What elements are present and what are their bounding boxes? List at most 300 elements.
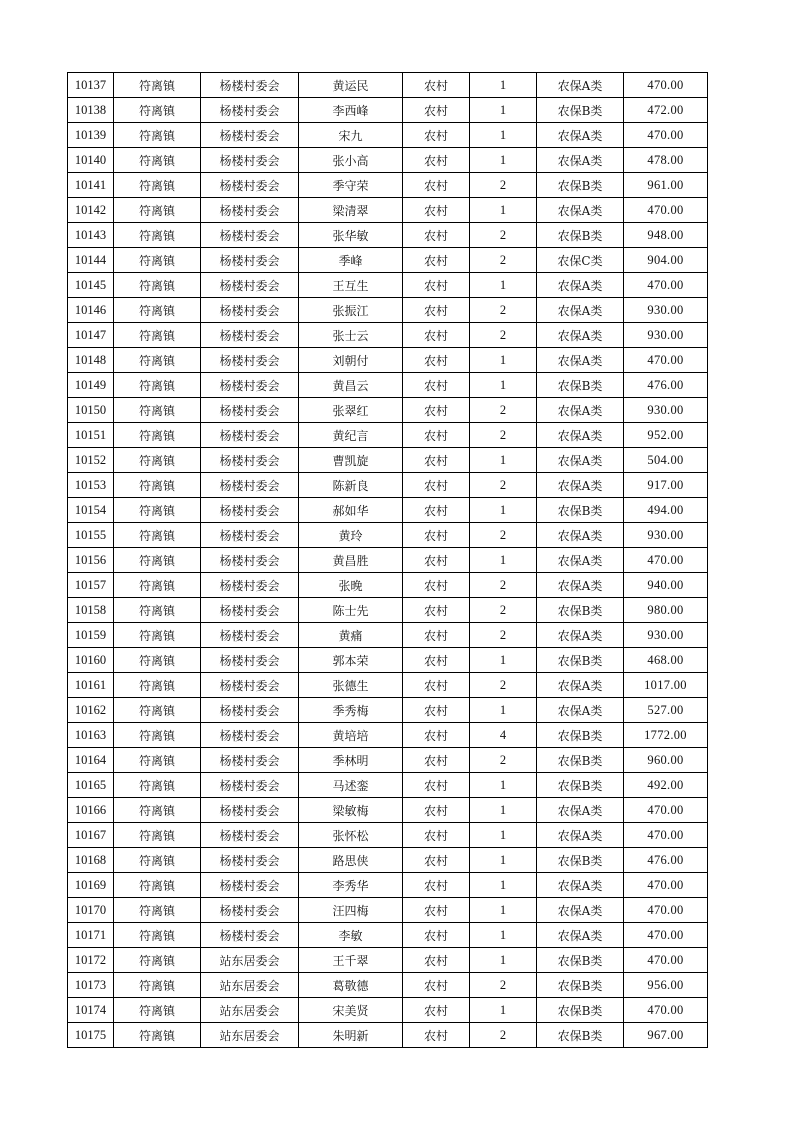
village-committee-cell: 杨楼村委会 <box>201 348 299 373</box>
record-id-cell: 10155 <box>68 523 114 548</box>
town-cell: 符离镇 <box>114 748 201 773</box>
amount-cell: 476.00 <box>624 848 708 873</box>
household-count-cell: 1 <box>470 648 537 673</box>
town-cell: 符离镇 <box>114 1023 201 1048</box>
amount-cell: 952.00 <box>624 423 708 448</box>
insurance-class-cell: 农保B类 <box>537 173 624 198</box>
town-cell: 符离镇 <box>114 698 201 723</box>
area-type-cell: 农村 <box>403 348 470 373</box>
table-row <box>68 473 708 498</box>
town-cell: 符离镇 <box>114 548 201 573</box>
town-cell: 符离镇 <box>114 248 201 273</box>
table-row <box>68 848 708 873</box>
area-type-cell: 农村 <box>403 273 470 298</box>
area-type-cell: 农村 <box>403 673 470 698</box>
insurance-class-cell: 农保A类 <box>537 323 624 348</box>
insurance-class-cell: 农保A类 <box>537 523 624 548</box>
town-cell: 符离镇 <box>114 498 201 523</box>
table-row <box>68 148 708 173</box>
town-cell: 符离镇 <box>114 573 201 598</box>
amount-cell: 980.00 <box>624 598 708 623</box>
area-type-cell: 农村 <box>403 798 470 823</box>
record-id-cell: 10164 <box>68 748 114 773</box>
village-committee-cell: 杨楼村委会 <box>201 548 299 573</box>
area-type-cell: 农村 <box>403 473 470 498</box>
amount-cell: 1772.00 <box>624 723 708 748</box>
amount-cell: 930.00 <box>624 323 708 348</box>
table-row <box>68 348 708 373</box>
amount-cell: 492.00 <box>624 773 708 798</box>
table-row <box>68 698 708 723</box>
area-type-cell: 农村 <box>403 198 470 223</box>
record-id-cell: 10161 <box>68 673 114 698</box>
table-row <box>68 798 708 823</box>
table-row <box>68 948 708 973</box>
household-count-cell: 1 <box>470 898 537 923</box>
insurance-class-cell: 农保A类 <box>537 423 624 448</box>
record-id-cell: 10154 <box>68 498 114 523</box>
household-count-cell: 1 <box>470 73 537 98</box>
name-cell: 黄纪言 <box>299 423 403 448</box>
record-id-cell: 10159 <box>68 623 114 648</box>
village-committee-cell: 杨楼村委会 <box>201 673 299 698</box>
table-row <box>68 198 708 223</box>
insurance-class-cell: 农保B类 <box>537 223 624 248</box>
record-id-cell: 10168 <box>68 848 114 873</box>
amount-cell: 470.00 <box>624 873 708 898</box>
name-cell: 宋九 <box>299 123 403 148</box>
record-id-cell: 10163 <box>68 723 114 748</box>
village-committee-cell: 杨楼村委会 <box>201 173 299 198</box>
amount-cell: 468.00 <box>624 648 708 673</box>
record-table-body <box>68 73 708 1048</box>
town-cell: 符离镇 <box>114 773 201 798</box>
table-row <box>68 723 708 748</box>
household-count-cell: 2 <box>470 1023 537 1048</box>
village-committee-cell: 杨楼村委会 <box>201 398 299 423</box>
village-committee-cell: 杨楼村委会 <box>201 123 299 148</box>
household-count-cell: 2 <box>470 423 537 448</box>
area-type-cell: 农村 <box>403 423 470 448</box>
household-count-cell: 2 <box>470 748 537 773</box>
amount-cell: 470.00 <box>624 998 708 1023</box>
household-count-cell: 2 <box>470 323 537 348</box>
area-type-cell: 农村 <box>403 823 470 848</box>
village-committee-cell: 杨楼村委会 <box>201 523 299 548</box>
name-cell: 梁敏梅 <box>299 798 403 823</box>
town-cell: 符离镇 <box>114 348 201 373</box>
town-cell: 符离镇 <box>114 448 201 473</box>
household-count-cell: 1 <box>470 348 537 373</box>
area-type-cell: 农村 <box>403 173 470 198</box>
name-cell: 郝如华 <box>299 498 403 523</box>
name-cell: 马述銮 <box>299 773 403 798</box>
insurance-class-cell: 农保A类 <box>537 448 624 473</box>
table-row <box>68 398 708 423</box>
town-cell: 符离镇 <box>114 473 201 498</box>
table-row <box>68 748 708 773</box>
insurance-class-cell: 农保B类 <box>537 98 624 123</box>
insurance-class-cell: 农保A类 <box>537 623 624 648</box>
household-count-cell: 1 <box>470 548 537 573</box>
table-row <box>68 548 708 573</box>
household-count-cell: 2 <box>470 173 537 198</box>
village-committee-cell: 杨楼村委会 <box>201 223 299 248</box>
amount-cell: 470.00 <box>624 948 708 973</box>
amount-cell: 476.00 <box>624 373 708 398</box>
household-count-cell: 1 <box>470 848 537 873</box>
household-count-cell: 2 <box>470 398 537 423</box>
amount-cell: 470.00 <box>624 123 708 148</box>
record-id-cell: 10162 <box>68 698 114 723</box>
amount-cell: 904.00 <box>624 248 708 273</box>
insurance-class-cell: 农保B类 <box>537 998 624 1023</box>
village-committee-cell: 杨楼村委会 <box>201 748 299 773</box>
village-committee-cell: 杨楼村委会 <box>201 73 299 98</box>
record-id-cell: 10142 <box>68 198 114 223</box>
amount-cell: 478.00 <box>624 148 708 173</box>
area-type-cell: 农村 <box>403 148 470 173</box>
table-row <box>68 623 708 648</box>
town-cell: 符离镇 <box>114 298 201 323</box>
amount-cell: 961.00 <box>624 173 708 198</box>
name-cell: 朱明新 <box>299 1023 403 1048</box>
name-cell: 黄培培 <box>299 723 403 748</box>
area-type-cell: 农村 <box>403 398 470 423</box>
name-cell: 黄玲 <box>299 523 403 548</box>
town-cell: 符离镇 <box>114 998 201 1023</box>
amount-cell: 930.00 <box>624 623 708 648</box>
amount-cell: 917.00 <box>624 473 708 498</box>
record-id-cell: 10158 <box>68 598 114 623</box>
table-row <box>68 823 708 848</box>
amount-cell: 948.00 <box>624 223 708 248</box>
insurance-class-cell: 农保B类 <box>537 498 624 523</box>
area-type-cell: 农村 <box>403 998 470 1023</box>
table-row <box>68 223 708 248</box>
amount-cell: 470.00 <box>624 348 708 373</box>
village-committee-cell: 杨楼村委会 <box>201 248 299 273</box>
table-row <box>68 373 708 398</box>
name-cell: 黄痛 <box>299 623 403 648</box>
record-id-cell: 10167 <box>68 823 114 848</box>
amount-cell: 470.00 <box>624 898 708 923</box>
household-count-cell: 1 <box>470 798 537 823</box>
name-cell: 李西峰 <box>299 98 403 123</box>
amount-cell: 527.00 <box>624 698 708 723</box>
name-cell: 张小高 <box>299 148 403 173</box>
household-count-cell: 1 <box>470 923 537 948</box>
town-cell: 符离镇 <box>114 598 201 623</box>
town-cell: 符离镇 <box>114 148 201 173</box>
insurance-class-cell: 农保A类 <box>537 473 624 498</box>
amount-cell: 470.00 <box>624 273 708 298</box>
village-committee-cell: 杨楼村委会 <box>201 898 299 923</box>
name-cell: 张翠红 <box>299 398 403 423</box>
record-id-cell: 10173 <box>68 973 114 998</box>
record-id-cell: 10153 <box>68 473 114 498</box>
household-count-cell: 1 <box>470 98 537 123</box>
amount-cell: 967.00 <box>624 1023 708 1048</box>
table-row <box>68 273 708 298</box>
town-cell: 符离镇 <box>114 398 201 423</box>
record-id-cell: 10150 <box>68 398 114 423</box>
village-committee-cell: 杨楼村委会 <box>201 648 299 673</box>
name-cell: 季林明 <box>299 748 403 773</box>
village-committee-cell: 杨楼村委会 <box>201 923 299 948</box>
name-cell: 黄运民 <box>299 73 403 98</box>
village-committee-cell: 杨楼村委会 <box>201 423 299 448</box>
area-type-cell: 农村 <box>403 1023 470 1048</box>
area-type-cell: 农村 <box>403 323 470 348</box>
record-id-cell: 10166 <box>68 798 114 823</box>
insurance-class-cell: 农保A类 <box>537 123 624 148</box>
record-id-cell: 10172 <box>68 948 114 973</box>
name-cell: 汪四梅 <box>299 898 403 923</box>
record-id-cell: 10140 <box>68 148 114 173</box>
amount-cell: 470.00 <box>624 73 708 98</box>
town-cell: 符离镇 <box>114 523 201 548</box>
village-committee-cell: 杨楼村委会 <box>201 773 299 798</box>
name-cell: 宋美贤 <box>299 998 403 1023</box>
insurance-class-cell: 农保A类 <box>537 823 624 848</box>
household-count-cell: 1 <box>470 823 537 848</box>
area-type-cell: 农村 <box>403 748 470 773</box>
insurance-class-cell: 农保B类 <box>537 748 624 773</box>
insurance-class-cell: 农保B类 <box>537 373 624 398</box>
area-type-cell: 农村 <box>403 623 470 648</box>
village-committee-cell: 杨楼村委会 <box>201 298 299 323</box>
record-id-cell: 10147 <box>68 323 114 348</box>
table-row <box>68 923 708 948</box>
town-cell: 符离镇 <box>114 423 201 448</box>
area-type-cell: 农村 <box>403 223 470 248</box>
area-type-cell: 农村 <box>403 248 470 273</box>
insurance-class-cell: 农保A类 <box>537 673 624 698</box>
record-id-cell: 10139 <box>68 123 114 148</box>
town-cell: 符离镇 <box>114 823 201 848</box>
insurance-class-cell: 农保C类 <box>537 248 624 273</box>
village-committee-cell: 杨楼村委会 <box>201 373 299 398</box>
table-row <box>68 173 708 198</box>
name-cell: 张华敏 <box>299 223 403 248</box>
name-cell: 梁清翠 <box>299 198 403 223</box>
town-cell: 符离镇 <box>114 173 201 198</box>
town-cell: 符离镇 <box>114 898 201 923</box>
name-cell: 季守荣 <box>299 173 403 198</box>
record-id-cell: 10137 <box>68 73 114 98</box>
record-id-cell: 10156 <box>68 548 114 573</box>
insurance-class-cell: 农保A类 <box>537 148 624 173</box>
record-id-cell: 10151 <box>68 423 114 448</box>
village-committee-cell: 杨楼村委会 <box>201 798 299 823</box>
table-row <box>68 998 708 1023</box>
village-committee-cell: 杨楼村委会 <box>201 473 299 498</box>
record-id-cell: 10170 <box>68 898 114 923</box>
table-row <box>68 648 708 673</box>
name-cell: 张士云 <box>299 323 403 348</box>
amount-cell: 1017.00 <box>624 673 708 698</box>
household-count-cell: 2 <box>470 623 537 648</box>
area-type-cell: 农村 <box>403 598 470 623</box>
village-committee-cell: 杨楼村委会 <box>201 448 299 473</box>
household-count-cell: 2 <box>470 973 537 998</box>
table-row <box>68 773 708 798</box>
area-type-cell: 农村 <box>403 973 470 998</box>
table-row <box>68 573 708 598</box>
record-id-cell: 10169 <box>68 873 114 898</box>
village-committee-cell: 站东居委会 <box>201 1023 299 1048</box>
table-row <box>68 248 708 273</box>
amount-cell: 470.00 <box>624 198 708 223</box>
amount-cell: 956.00 <box>624 973 708 998</box>
village-committee-cell: 杨楼村委会 <box>201 98 299 123</box>
household-count-cell: 1 <box>470 448 537 473</box>
area-type-cell: 农村 <box>403 723 470 748</box>
name-cell: 陈士先 <box>299 598 403 623</box>
area-type-cell: 农村 <box>403 523 470 548</box>
record-id-cell: 10143 <box>68 223 114 248</box>
village-committee-cell: 杨楼村委会 <box>201 498 299 523</box>
insurance-class-cell: 农保A类 <box>537 548 624 573</box>
table-row <box>68 73 708 98</box>
record-id-cell: 10165 <box>68 773 114 798</box>
area-type-cell: 农村 <box>403 923 470 948</box>
name-cell: 路思侠 <box>299 848 403 873</box>
amount-cell: 930.00 <box>624 298 708 323</box>
area-type-cell: 农村 <box>403 73 470 98</box>
household-count-cell: 2 <box>470 673 537 698</box>
name-cell: 李敏 <box>299 923 403 948</box>
insurance-class-cell: 农保B类 <box>537 1023 624 1048</box>
record-id-cell: 10144 <box>68 248 114 273</box>
village-committee-cell: 杨楼村委会 <box>201 873 299 898</box>
insurance-class-cell: 农保B类 <box>537 723 624 748</box>
village-committee-cell: 杨楼村委会 <box>201 598 299 623</box>
insurance-class-cell: 农保A类 <box>537 273 624 298</box>
area-type-cell: 农村 <box>403 773 470 798</box>
area-type-cell: 农村 <box>403 648 470 673</box>
household-count-cell: 1 <box>470 148 537 173</box>
name-cell: 张怀松 <box>299 823 403 848</box>
village-committee-cell: 杨楼村委会 <box>201 198 299 223</box>
name-cell: 王互生 <box>299 273 403 298</box>
household-count-cell: 1 <box>470 123 537 148</box>
area-type-cell: 农村 <box>403 948 470 973</box>
table-row <box>68 873 708 898</box>
insurance-class-cell: 农保B类 <box>537 598 624 623</box>
household-count-cell: 1 <box>470 373 537 398</box>
village-committee-cell: 杨楼村委会 <box>201 623 299 648</box>
table-row <box>68 298 708 323</box>
insurance-class-cell: 农保A类 <box>537 898 624 923</box>
town-cell: 符离镇 <box>114 223 201 248</box>
record-table <box>67 72 708 1048</box>
name-cell: 黄昌云 <box>299 373 403 398</box>
household-count-cell: 1 <box>470 998 537 1023</box>
area-type-cell: 农村 <box>403 873 470 898</box>
insurance-class-cell: 农保A类 <box>537 798 624 823</box>
household-count-cell: 1 <box>470 498 537 523</box>
table-row <box>68 123 708 148</box>
village-committee-cell: 杨楼村委会 <box>201 848 299 873</box>
town-cell: 符离镇 <box>114 723 201 748</box>
insurance-class-cell: 农保B类 <box>537 948 624 973</box>
town-cell: 符离镇 <box>114 948 201 973</box>
insurance-class-cell: 农保A类 <box>537 923 624 948</box>
area-type-cell: 农村 <box>403 498 470 523</box>
record-id-cell: 10146 <box>68 298 114 323</box>
household-count-cell: 1 <box>470 873 537 898</box>
insurance-class-cell: 农保A类 <box>537 298 624 323</box>
household-count-cell: 2 <box>470 223 537 248</box>
amount-cell: 940.00 <box>624 573 708 598</box>
household-count-cell: 2 <box>470 523 537 548</box>
insurance-class-cell: 农保A类 <box>537 573 624 598</box>
village-committee-cell: 杨楼村委会 <box>201 148 299 173</box>
town-cell: 符离镇 <box>114 673 201 698</box>
name-cell: 黄昌胜 <box>299 548 403 573</box>
area-type-cell: 农村 <box>403 123 470 148</box>
town-cell: 符离镇 <box>114 198 201 223</box>
table-row <box>68 898 708 923</box>
record-id-cell: 10149 <box>68 373 114 398</box>
name-cell: 李秀华 <box>299 873 403 898</box>
household-count-cell: 4 <box>470 723 537 748</box>
village-committee-cell: 杨楼村委会 <box>201 273 299 298</box>
insurance-class-cell: 农保B类 <box>537 773 624 798</box>
village-committee-cell: 站东居委会 <box>201 948 299 973</box>
area-type-cell: 农村 <box>403 98 470 123</box>
town-cell: 符离镇 <box>114 123 201 148</box>
insurance-class-cell: 农保A类 <box>537 698 624 723</box>
record-id-cell: 10160 <box>68 648 114 673</box>
insurance-class-cell: 农保B类 <box>537 973 624 998</box>
name-cell: 葛敬德 <box>299 973 403 998</box>
amount-cell: 494.00 <box>624 498 708 523</box>
village-committee-cell: 杨楼村委会 <box>201 823 299 848</box>
household-count-cell: 2 <box>470 298 537 323</box>
record-id-cell: 10152 <box>68 448 114 473</box>
insurance-class-cell: 农保A类 <box>537 398 624 423</box>
area-type-cell: 农村 <box>403 298 470 323</box>
household-count-cell: 1 <box>470 198 537 223</box>
record-id-cell: 10174 <box>68 998 114 1023</box>
household-count-cell: 2 <box>470 473 537 498</box>
town-cell: 符离镇 <box>114 273 201 298</box>
name-cell: 张晚 <box>299 573 403 598</box>
name-cell: 刘朝付 <box>299 348 403 373</box>
amount-cell: 960.00 <box>624 748 708 773</box>
amount-cell: 472.00 <box>624 98 708 123</box>
table-row <box>68 448 708 473</box>
town-cell: 符离镇 <box>114 873 201 898</box>
town-cell: 符离镇 <box>114 648 201 673</box>
insurance-class-cell: 农保A类 <box>537 73 624 98</box>
record-id-cell: 10145 <box>68 273 114 298</box>
town-cell: 符离镇 <box>114 98 201 123</box>
town-cell: 符离镇 <box>114 623 201 648</box>
insurance-class-cell: 农保A类 <box>537 873 624 898</box>
record-id-cell: 10175 <box>68 1023 114 1048</box>
village-committee-cell: 站东居委会 <box>201 998 299 1023</box>
household-count-cell: 1 <box>470 273 537 298</box>
town-cell: 符离镇 <box>114 73 201 98</box>
village-committee-cell: 杨楼村委会 <box>201 323 299 348</box>
town-cell: 符离镇 <box>114 973 201 998</box>
amount-cell: 930.00 <box>624 523 708 548</box>
area-type-cell: 农村 <box>403 548 470 573</box>
